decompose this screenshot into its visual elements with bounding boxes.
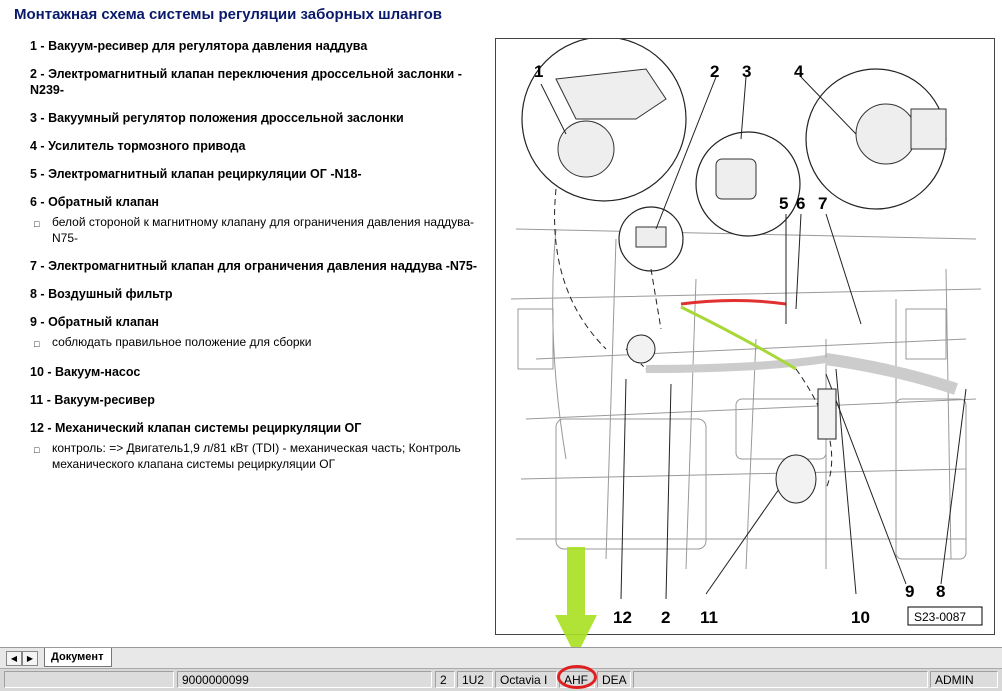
legend-item: 11 - Вакуум-ресивер xyxy=(30,393,155,407)
legend-item-text: Воздушный фильтр xyxy=(48,287,173,301)
engine-highlight-ring xyxy=(557,665,597,689)
legend-item-number: 8 xyxy=(30,287,37,301)
legend-item: 8 - Воздушный фильтр xyxy=(30,287,173,301)
vacuum-pump-part xyxy=(818,389,836,439)
nav-next-button[interactable]: ▶ xyxy=(22,651,38,666)
egr-valve-part xyxy=(627,335,655,363)
legend-sub-text: белой стороной к магнитному клапану для ограничения давления наддува-N75- xyxy=(52,215,474,245)
legend-item-text: Вакуум-ресивер для регулятора давления наддува xyxy=(48,39,368,53)
callout-11: 11 xyxy=(700,608,718,627)
legend-item-number: 1 xyxy=(30,39,37,53)
legend-item: 3 - Вакуумный регулятор положения дроссельной заслонки xyxy=(30,111,404,125)
vacuum-reservoir-part xyxy=(776,455,816,503)
callout-4: 4 xyxy=(794,62,804,81)
legend-item-number: 4 xyxy=(30,139,37,153)
callout-7: 7 xyxy=(818,194,828,213)
status-page: 2 xyxy=(435,671,455,688)
status-engine: AHF xyxy=(559,671,595,688)
legend-item-number: 9 xyxy=(30,315,37,329)
legend-item-number: 7 xyxy=(30,259,37,273)
status-model: Octavia I xyxy=(495,671,557,688)
legend-item: 6 - Обратный клапан □ белой стороной к магнитному клапану для ограничения давления наддува-N75- xyxy=(30,194,492,246)
callout-2b: 2 xyxy=(661,608,671,627)
legend-list xyxy=(30,38,492,484)
legend-item-number: 3 xyxy=(30,111,37,125)
status-id: 9000000099 xyxy=(177,671,432,688)
legend-sub-text: соблюдать правильное положение для сборки xyxy=(52,335,312,349)
callout-12: 12 xyxy=(613,608,632,627)
legend-item-number: 12 xyxy=(30,421,44,435)
bullet-icon: □ xyxy=(34,219,40,229)
callout-10: 10 xyxy=(851,608,870,627)
legend-item-text: Электромагнитный клапан для ограничения давления наддува -N75- xyxy=(48,259,477,273)
legend-item-number: 10 xyxy=(30,365,44,379)
legend-sub-item xyxy=(34,334,492,352)
legend-item: 5 - Электромагнитный клапан рециркуляции ОГ -N18- xyxy=(30,167,362,181)
legend-item: 12 - Механический клапан системы рециркуляции ОГ □ контроль: => Двигатель1,9 л/81 кВт (TDI) - механическая часть; Контроль механического клапана системы рециркуляции ОГ xyxy=(30,420,492,472)
bullet-icon: □ xyxy=(34,339,40,349)
legend-item-text: Вакуум-ресивер xyxy=(54,393,155,407)
callout-8: 8 xyxy=(936,582,946,601)
status-spacer xyxy=(633,671,928,688)
bullet-icon: □ xyxy=(34,445,40,455)
legend-sub-text: контроль: => Двигатель1,9 л/81 кВт (TDI) - механическая часть; Контроль механического клапана системы рециркуляции ОГ xyxy=(52,441,461,471)
callout-2: 2 xyxy=(710,62,720,81)
legend-sub-item xyxy=(34,214,492,246)
callout-6: 6 xyxy=(796,194,806,213)
legend-item-text: Электромагнитный клапан переключения дроссельной заслонки -N239- xyxy=(30,67,462,97)
green-hose xyxy=(681,307,796,369)
highlight-arrow xyxy=(555,545,600,660)
legend-item-text: Вакуум-насос xyxy=(55,365,141,379)
callout-1: 1 xyxy=(534,62,544,81)
legend-item: 2 - Электромагнитный клапан переключения дроссельной заслонки -N239- xyxy=(30,67,462,97)
nav-prev-button[interactable]: ◀ xyxy=(6,651,22,666)
legend-item-number: 5 xyxy=(30,167,37,181)
legend-item-number: 2 xyxy=(30,67,37,81)
callout-9: 9 xyxy=(905,582,915,601)
legend-item: 4 - Усилитель тормозного привода xyxy=(30,139,246,153)
legend-item: 10 - Вакуум-насос xyxy=(30,365,141,379)
legend-sub-item xyxy=(34,440,492,472)
page-title: Монтажная схема системы регуляции заборных шлангов xyxy=(14,6,442,23)
detail-circle-1 xyxy=(522,39,686,201)
callout-3: 3 xyxy=(742,62,752,81)
status-bar xyxy=(0,668,1002,691)
status-user: ADMIN xyxy=(930,671,998,688)
status-engine2: DEA xyxy=(597,671,631,688)
legend-item-text: Вакуумный регулятор положения дроссельной заслонки xyxy=(48,111,404,125)
legend-item: 1 - Вакуум-ресивер для регулятора давления наддува xyxy=(30,39,368,53)
tab-bar xyxy=(0,647,1002,669)
legend-item-text: Электромагнитный клапан рециркуляции ОГ -N18- xyxy=(48,167,362,181)
tab-document[interactable]: Документ xyxy=(44,648,112,667)
legend-item-text: Механический клапан системы рециркуляции ОГ xyxy=(55,421,362,435)
engine-bay-sketch xyxy=(511,229,981,569)
legend-item: 9 - Обратный клапан □ соблюдать правильное положение для сборки xyxy=(30,314,492,352)
legend-item-number: 11 xyxy=(30,393,44,407)
figure-code: S23-0087 xyxy=(914,610,967,624)
status-empty-cell xyxy=(4,671,174,688)
red-hose xyxy=(681,301,786,305)
legend-item-text: Усилитель тормозного привода xyxy=(48,139,246,153)
legend-item-number: 6 xyxy=(30,195,37,209)
status-code1: 1U2 xyxy=(457,671,493,688)
legend-item-text: Обратный клапан xyxy=(48,195,159,209)
callout-5: 5 xyxy=(779,194,789,213)
legend-item: 7 - Электромагнитный клапан для ограничения давления наддува -N75- xyxy=(30,259,477,273)
legend-item-text: Обратный клапан xyxy=(48,315,159,329)
